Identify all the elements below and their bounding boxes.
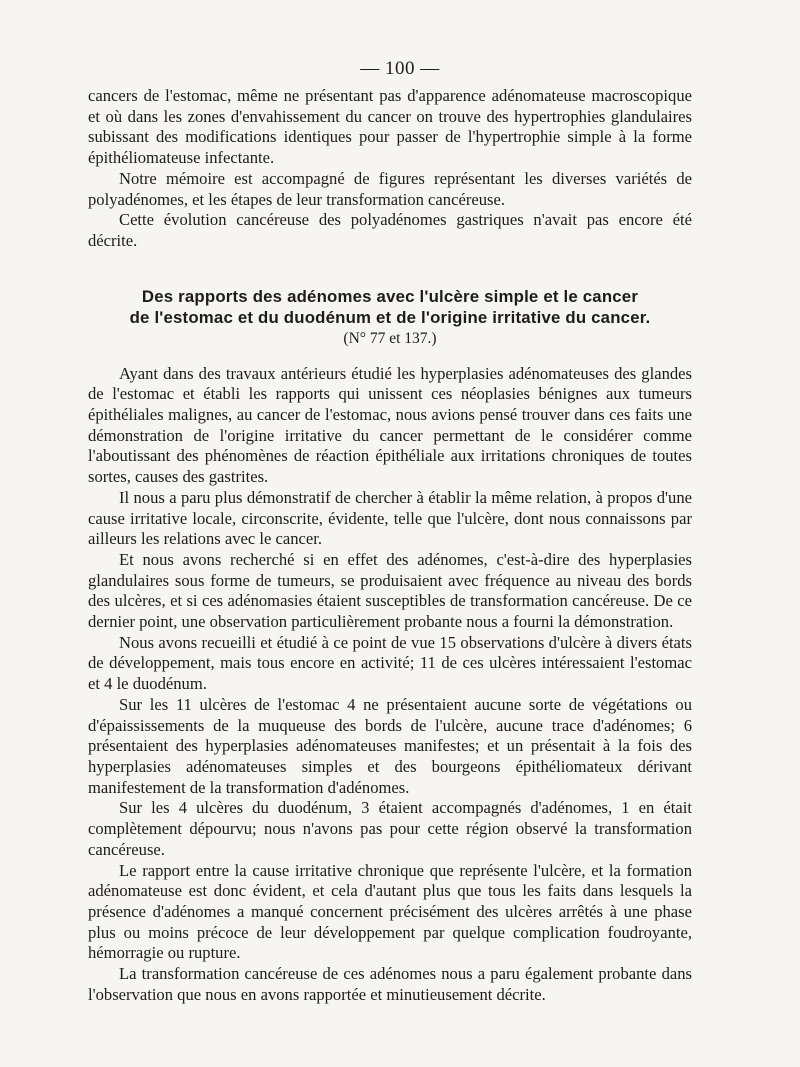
body-paragraph-3: Et nous avons recherché si en effet des adénomes, c'est-à-dire des hyperplasies glandulaires sous forme de tumeurs, se produisaient avec fréquence au niveau des bords des ulcères, et si ces adénomasies étaient susceptibles de transformation cancéreuse. De ce dernier point, une observation particulièrement probante nous a fourni la démonstration. (88, 549, 692, 632)
section-title-line-2: de l'estomac et du duodénum et de l'origine irritative du cancer. (129, 307, 651, 327)
body-paragraph-5: Sur les 11 ulcères de l'estomac 4 ne présentaient aucune sorte de végétations ou d'épaississements de la muqueuse des bords de l'ulcère, aucune trace d'adénomes; 6 présentaient des hyperplasies adénomateuses manifestes; et un présentait à la fois des hyperplasies adénomateuses simples et des bourgeons épithéliomateux dérivant manifestement de la transformation d'adénomes. (88, 694, 692, 797)
intro-paragraph-3: Cette évolution cancéreuse des polyadénomes gastriques n'avait pas encore été décrite. (88, 210, 692, 250)
section-reference: (N° 77 et 137.) (343, 329, 437, 347)
section-title-line-1: Des rapports des adénomes avec l'ulcère simple et le cancer (141, 286, 639, 306)
section-title (88, 286, 692, 328)
body-paragraph-8: La transformation cancéreuse de ces adénomes nous a paru également probante dans l'observation que nous en avons rapportée et minutieusement décrite. (88, 964, 692, 1004)
body-paragraph-7: Le rapport entre la cause irritative chronique que représente l'ulcère, et la formation adénomateuse est donc évident, et cela d'autant plus que tous les faits dans lesquels la présence d'adénomes a manqué concernent précisément des ulcères arrêtés à une phase plus ou moins précoce de leur développement par quelque complication foudroyante, hémorragie ou rupture. (88, 860, 692, 963)
intro-paragraph-1: cancers de l'estomac, même ne présentant pas d'apparence adénomateuse macroscopique et où dans les zones d'envahissement du cancer on trouve des hypertrophies glandulaires subissant des modifications identiques pour passer de l'hypertrophie simple à la forme épithéliomateuse infectante. (88, 86, 692, 168)
body-paragraph-1: Ayant dans des travaux antérieurs étudié les hyperplasies adénomateuses des glandes de l'estomac et établi les rapports qui unissent ces néoplasies bénignes aux tumeurs épithéliales malignes, au cancer de l'estomac, nous avions pensé trouver dans ces faits une démonstration de l'origine irritative du cancer permettant de le considérer comme l'aboutissant des phénomènes de réaction épithéliale aux irritations chroniques de toutes sortes, causes des gastrites. (88, 363, 692, 487)
body-paragraph-2: Il nous a paru plus démonstratif de chercher à établir la même relation, à propos d'une cause irritative locale, circonscrite, évidente, telle que l'ulcère, dont nous connaissons par ailleurs les relations avec le cancer. (88, 487, 692, 549)
intro-paragraph-2: Notre mémoire est accompagné de figures représentant les diverses variétés de polyadénomes, et les étapes de leur transformation cancéreuse. (88, 168, 692, 209)
page-number: — 100 — (360, 58, 440, 79)
body-paragraph-4: Nous avons recueilli et étudié à ce point de vue 15 observations d'ulcère à divers états de développement, mais tous encore en activité; 11 de ces ulcères intéressaient l'estomac et 4 le duodénum. (88, 632, 692, 694)
page-content (88, 86, 692, 1005)
body-paragraph-6: Sur les 4 ulcères du duodénum, 3 étaient accompagnés d'adénomes, 1 en était complètement dépourvu; nous n'avons pas pour cette région observé la transformation cancéreuse. (88, 798, 692, 859)
